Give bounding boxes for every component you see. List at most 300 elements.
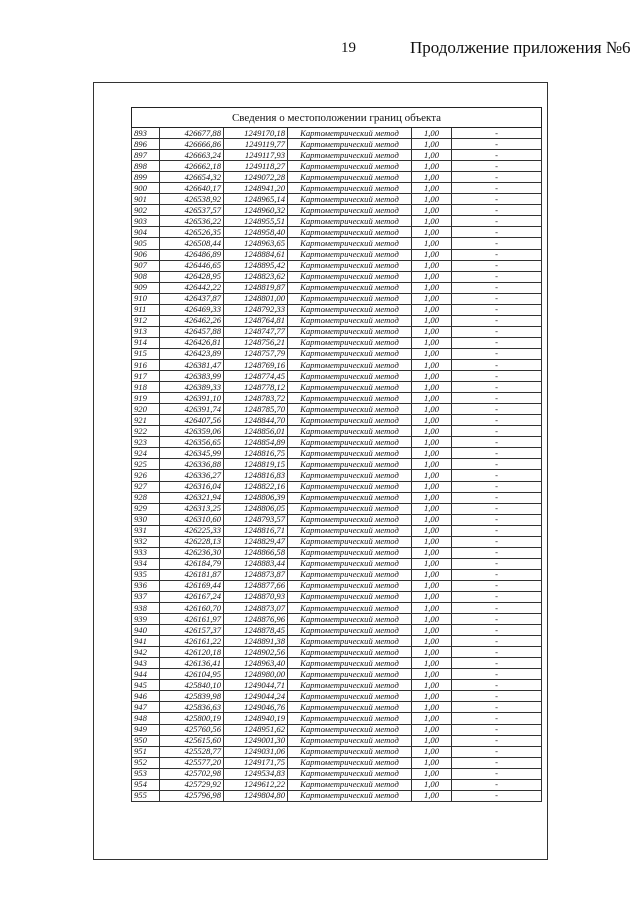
point-number: 955: [132, 790, 160, 801]
determination-method: Картометрический метод: [288, 282, 412, 293]
table-row: [132, 293, 542, 304]
y-coordinate: 1248940,19: [224, 713, 288, 724]
determination-method: Картометрический метод: [288, 359, 412, 370]
table-row: [132, 238, 542, 249]
determination-method: Картометрический метод: [288, 260, 412, 271]
x-coordinate: 426136,41: [160, 658, 224, 669]
description: -: [452, 382, 542, 393]
y-coordinate: 1248895,42: [224, 260, 288, 271]
determination-method: Картометрический метод: [288, 404, 412, 415]
description: -: [452, 470, 542, 481]
determination-method: Картометрический метод: [288, 591, 412, 602]
point-number: 922: [132, 426, 160, 437]
x-coordinate: 426161,97: [160, 614, 224, 625]
point-number: 905: [132, 238, 160, 249]
table-row: [132, 249, 542, 260]
description: -: [452, 359, 542, 370]
x-coordinate: 425577,20: [160, 757, 224, 768]
accuracy: 1,00: [412, 183, 452, 194]
table-row: [132, 448, 542, 459]
determination-method: Картометрический метод: [288, 647, 412, 658]
accuracy: 1,00: [412, 393, 452, 404]
determination-method: Картометрический метод: [288, 724, 412, 735]
y-coordinate: 1248783,72: [224, 393, 288, 404]
y-coordinate: 1248844,70: [224, 415, 288, 426]
description: -: [452, 680, 542, 691]
point-number: 928: [132, 492, 160, 503]
table-row: [132, 470, 542, 481]
table-row: [132, 128, 542, 139]
point-number: 912: [132, 315, 160, 326]
determination-method: Картометрический метод: [288, 779, 412, 790]
y-coordinate: 1248965,14: [224, 194, 288, 205]
table-row: [132, 282, 542, 293]
determination-method: Картометрический метод: [288, 437, 412, 448]
x-coordinate: 426389,33: [160, 382, 224, 393]
table-row: [132, 161, 542, 172]
accuracy: 1,00: [412, 172, 452, 183]
description: -: [452, 757, 542, 768]
description: -: [452, 426, 542, 437]
x-coordinate: 426442,22: [160, 282, 224, 293]
y-coordinate: 1248856,01: [224, 426, 288, 437]
accuracy: 1,00: [412, 337, 452, 348]
determination-method: Картометрический метод: [288, 536, 412, 547]
accuracy: 1,00: [412, 503, 452, 514]
accuracy: 1,00: [412, 348, 452, 359]
determination-method: Картометрический метод: [288, 669, 412, 680]
x-coordinate: 426666,86: [160, 139, 224, 150]
point-number: 900: [132, 183, 160, 194]
accuracy: 1,00: [412, 614, 452, 625]
x-coordinate: 426537,57: [160, 205, 224, 216]
accuracy: 1,00: [412, 249, 452, 260]
point-number: 933: [132, 547, 160, 558]
table-row: [132, 658, 542, 669]
description: -: [452, 492, 542, 503]
y-coordinate: 1249031,06: [224, 746, 288, 757]
point-number: 953: [132, 768, 160, 779]
x-coordinate: 426677,88: [160, 128, 224, 139]
description: -: [452, 371, 542, 382]
x-coordinate: 425800,19: [160, 713, 224, 724]
point-number: 948: [132, 713, 160, 724]
determination-method: Картометрический метод: [288, 481, 412, 492]
point-number: 942: [132, 647, 160, 658]
accuracy: 1,00: [412, 359, 452, 370]
description: -: [452, 591, 542, 602]
table-row: [132, 216, 542, 227]
x-coordinate: 426437,87: [160, 293, 224, 304]
table-row: [132, 172, 542, 183]
table-row: [132, 304, 542, 315]
description: -: [452, 503, 542, 514]
description: -: [452, 669, 542, 680]
table-row: [132, 415, 542, 426]
table-row: [132, 558, 542, 569]
x-coordinate: 426486,89: [160, 249, 224, 260]
table-row: [132, 260, 542, 271]
point-number: 930: [132, 514, 160, 525]
point-number: 911: [132, 304, 160, 315]
accuracy: 1,00: [412, 790, 452, 801]
determination-method: Картометрический метод: [288, 227, 412, 238]
x-coordinate: 426313,25: [160, 503, 224, 514]
point-number: 927: [132, 481, 160, 492]
point-number: 893: [132, 128, 160, 139]
x-coordinate: 426120,18: [160, 647, 224, 658]
x-coordinate: 426469,33: [160, 304, 224, 315]
y-coordinate: 1249170,18: [224, 128, 288, 139]
point-number: 934: [132, 558, 160, 569]
accuracy: 1,00: [412, 580, 452, 591]
y-coordinate: 1248785,70: [224, 404, 288, 415]
description: -: [452, 293, 542, 304]
description: -: [452, 558, 542, 569]
table-row: [132, 680, 542, 691]
accuracy: 1,00: [412, 636, 452, 647]
accuracy: 1,00: [412, 216, 452, 227]
y-coordinate: 1248757,79: [224, 348, 288, 359]
x-coordinate: 425796,98: [160, 790, 224, 801]
x-coordinate: 425702,98: [160, 768, 224, 779]
point-number: 897: [132, 150, 160, 161]
table-row: [132, 393, 542, 404]
determination-method: Картометрический метод: [288, 183, 412, 194]
description: -: [452, 514, 542, 525]
table-row: [132, 757, 542, 768]
table-row: [132, 326, 542, 337]
accuracy: 1,00: [412, 625, 452, 636]
table-row: [132, 514, 542, 525]
accuracy: 1,00: [412, 238, 452, 249]
description: -: [452, 249, 542, 260]
x-coordinate: 426359,06: [160, 426, 224, 437]
table-row: [132, 525, 542, 536]
point-number: 950: [132, 735, 160, 746]
table-row: [132, 625, 542, 636]
y-coordinate: 1248819,87: [224, 282, 288, 293]
y-coordinate: 1248873,87: [224, 569, 288, 580]
x-coordinate: 425760,56: [160, 724, 224, 735]
y-coordinate: 1248764,81: [224, 315, 288, 326]
table-row: [132, 746, 542, 757]
description: -: [452, 536, 542, 547]
x-coordinate: 425528,77: [160, 746, 224, 757]
determination-method: Картометрический метод: [288, 735, 412, 746]
y-coordinate: 1248955,51: [224, 216, 288, 227]
x-coordinate: 425729,92: [160, 779, 224, 790]
accuracy: 1,00: [412, 569, 452, 580]
description: -: [452, 304, 542, 315]
y-coordinate: 1248819,15: [224, 459, 288, 470]
accuracy: 1,00: [412, 470, 452, 481]
y-coordinate: 1248793,57: [224, 514, 288, 525]
y-coordinate: 1248884,61: [224, 249, 288, 260]
x-coordinate: 425615,60: [160, 735, 224, 746]
description: -: [452, 315, 542, 326]
accuracy: 1,00: [412, 768, 452, 779]
x-coordinate: 426407,56: [160, 415, 224, 426]
determination-method: Картометрический метод: [288, 470, 412, 481]
description: -: [452, 282, 542, 293]
accuracy: 1,00: [412, 558, 452, 569]
description: -: [452, 790, 542, 801]
accuracy: 1,00: [412, 713, 452, 724]
table-row: [132, 348, 542, 359]
y-coordinate: 1248816,83: [224, 470, 288, 481]
point-number: 947: [132, 702, 160, 713]
accuracy: 1,00: [412, 603, 452, 614]
point-number: 903: [132, 216, 160, 227]
table-row: [132, 702, 542, 713]
y-coordinate: 1248902,56: [224, 647, 288, 658]
table-row: [132, 735, 542, 746]
table-row: [132, 536, 542, 547]
description: -: [452, 238, 542, 249]
y-coordinate: 1248866,58: [224, 547, 288, 558]
table-row: [132, 647, 542, 658]
description: -: [452, 415, 542, 426]
y-coordinate: 1248778,12: [224, 382, 288, 393]
determination-method: Картометрический метод: [288, 194, 412, 205]
table-row: [132, 437, 542, 448]
determination-method: Картометрический метод: [288, 658, 412, 669]
point-number: 946: [132, 691, 160, 702]
description: -: [452, 768, 542, 779]
table-row: [132, 481, 542, 492]
y-coordinate: 1249804,80: [224, 790, 288, 801]
description: -: [452, 348, 542, 359]
y-coordinate: 1248878,45: [224, 625, 288, 636]
determination-method: Картометрический метод: [288, 315, 412, 326]
y-coordinate: 1248877,66: [224, 580, 288, 591]
point-number: 920: [132, 404, 160, 415]
accuracy: 1,00: [412, 525, 452, 536]
description: -: [452, 636, 542, 647]
y-coordinate: 1248963,40: [224, 658, 288, 669]
x-coordinate: 425839,98: [160, 691, 224, 702]
determination-method: Картометрический метод: [288, 326, 412, 337]
determination-method: Картометрический метод: [288, 139, 412, 150]
y-coordinate: 1248963,65: [224, 238, 288, 249]
table-row: [132, 790, 542, 801]
description: -: [452, 260, 542, 271]
x-coordinate: 426184,79: [160, 558, 224, 569]
y-coordinate: 1248816,71: [224, 525, 288, 536]
table-body: [132, 128, 542, 802]
y-coordinate: 1249117,93: [224, 150, 288, 161]
description: -: [452, 150, 542, 161]
description: -: [452, 625, 542, 636]
table-row: [132, 426, 542, 437]
y-coordinate: 1248854,89: [224, 437, 288, 448]
y-coordinate: 1248891,38: [224, 636, 288, 647]
accuracy: 1,00: [412, 735, 452, 746]
accuracy: 1,00: [412, 426, 452, 437]
table-row: [132, 779, 542, 790]
table-row: [132, 768, 542, 779]
x-coordinate: 426169,44: [160, 580, 224, 591]
x-coordinate: 426161,22: [160, 636, 224, 647]
accuracy: 1,00: [412, 746, 452, 757]
description: -: [452, 691, 542, 702]
boundary-coordinates-table: [131, 107, 542, 802]
accuracy: 1,00: [412, 702, 452, 713]
determination-method: Картометрический метод: [288, 558, 412, 569]
point-number: 914: [132, 337, 160, 348]
point-number: 932: [132, 536, 160, 547]
description: -: [452, 326, 542, 337]
determination-method: Картометрический метод: [288, 293, 412, 304]
table-title: Сведения о местоположении границ объекта: [132, 108, 542, 128]
accuracy: 1,00: [412, 547, 452, 558]
accuracy: 1,00: [412, 371, 452, 382]
x-coordinate: 426167,24: [160, 591, 224, 602]
table-row: [132, 359, 542, 370]
accuracy: 1,00: [412, 669, 452, 680]
table-row: [132, 337, 542, 348]
accuracy: 1,00: [412, 591, 452, 602]
y-coordinate: 1249044,71: [224, 680, 288, 691]
point-number: 939: [132, 614, 160, 625]
x-coordinate: 426446,65: [160, 260, 224, 271]
x-coordinate: 426457,88: [160, 326, 224, 337]
appendix-header: Продолжение приложения №6: [410, 38, 631, 57]
determination-method: Картометрический метод: [288, 238, 412, 249]
point-number: 931: [132, 525, 160, 536]
determination-method: Картометрический метод: [288, 503, 412, 514]
determination-method: Картометрический метод: [288, 371, 412, 382]
determination-method: Картометрический метод: [288, 128, 412, 139]
point-number: 919: [132, 393, 160, 404]
description: -: [452, 702, 542, 713]
x-coordinate: 426316,04: [160, 481, 224, 492]
determination-method: Картометрический метод: [288, 492, 412, 503]
description: -: [452, 459, 542, 470]
accuracy: 1,00: [412, 437, 452, 448]
page-number: 19: [341, 40, 356, 56]
accuracy: 1,00: [412, 536, 452, 547]
description: -: [452, 161, 542, 172]
y-coordinate: 1248823,62: [224, 271, 288, 282]
accuracy: 1,00: [412, 382, 452, 393]
y-coordinate: 1248883,44: [224, 558, 288, 569]
point-number: 915: [132, 348, 160, 359]
description: -: [452, 481, 542, 492]
point-number: 952: [132, 757, 160, 768]
accuracy: 1,00: [412, 293, 452, 304]
determination-method: Картометрический метод: [288, 691, 412, 702]
x-coordinate: 426310,60: [160, 514, 224, 525]
point-number: 906: [132, 249, 160, 260]
determination-method: Картометрический метод: [288, 426, 412, 437]
table-row: [132, 503, 542, 514]
point-number: 910: [132, 293, 160, 304]
determination-method: Картометрический метод: [288, 348, 412, 359]
determination-method: Картометрический метод: [288, 161, 412, 172]
x-coordinate: 426225,33: [160, 525, 224, 536]
x-coordinate: 426526,35: [160, 227, 224, 238]
table-row: [132, 691, 542, 702]
table-row: [132, 315, 542, 326]
y-coordinate: 1249001,30: [224, 735, 288, 746]
y-coordinate: 1248980,00: [224, 669, 288, 680]
table-row: [132, 382, 542, 393]
table-row: [132, 183, 542, 194]
y-coordinate: 1248870,93: [224, 591, 288, 602]
point-number: 940: [132, 625, 160, 636]
point-number: 907: [132, 260, 160, 271]
accuracy: 1,00: [412, 139, 452, 150]
x-coordinate: 426508,44: [160, 238, 224, 249]
description: -: [452, 735, 542, 746]
x-coordinate: 426321,94: [160, 492, 224, 503]
description: -: [452, 227, 542, 238]
accuracy: 1,00: [412, 205, 452, 216]
determination-method: Картометрический метод: [288, 216, 412, 227]
accuracy: 1,00: [412, 779, 452, 790]
determination-method: Картометрический метод: [288, 746, 412, 757]
y-coordinate: 1248801,00: [224, 293, 288, 304]
point-number: 937: [132, 591, 160, 602]
y-coordinate: 1248829,47: [224, 536, 288, 547]
point-number: 936: [132, 580, 160, 591]
point-number: 925: [132, 459, 160, 470]
point-number: 896: [132, 139, 160, 150]
description: -: [452, 139, 542, 150]
accuracy: 1,00: [412, 680, 452, 691]
accuracy: 1,00: [412, 459, 452, 470]
y-coordinate: 1248876,96: [224, 614, 288, 625]
determination-method: Картометрический метод: [288, 448, 412, 459]
determination-method: Картометрический метод: [288, 249, 412, 260]
determination-method: Картометрический метод: [288, 768, 412, 779]
accuracy: 1,00: [412, 757, 452, 768]
y-coordinate: 1249534,83: [224, 768, 288, 779]
x-coordinate: 426383,99: [160, 371, 224, 382]
determination-method: Картометрический метод: [288, 459, 412, 470]
accuracy: 1,00: [412, 161, 452, 172]
accuracy: 1,00: [412, 260, 452, 271]
x-coordinate: 426336,27: [160, 470, 224, 481]
accuracy: 1,00: [412, 415, 452, 426]
x-coordinate: 426462,26: [160, 315, 224, 326]
table-row: [132, 227, 542, 238]
y-coordinate: 1248747,77: [224, 326, 288, 337]
x-coordinate: 426356,65: [160, 437, 224, 448]
x-coordinate: 426228,13: [160, 536, 224, 547]
point-number: 913: [132, 326, 160, 337]
table-row: [132, 194, 542, 205]
accuracy: 1,00: [412, 194, 452, 205]
description: -: [452, 779, 542, 790]
determination-method: Картометрический метод: [288, 337, 412, 348]
y-coordinate: 1248822,16: [224, 481, 288, 492]
accuracy: 1,00: [412, 481, 452, 492]
determination-method: Картометрический метод: [288, 525, 412, 536]
y-coordinate: 1248960,32: [224, 205, 288, 216]
table-row: [132, 580, 542, 591]
determination-method: Картометрический метод: [288, 680, 412, 691]
description: -: [452, 271, 542, 282]
determination-method: Картометрический метод: [288, 636, 412, 647]
accuracy: 1,00: [412, 448, 452, 459]
point-number: 929: [132, 503, 160, 514]
point-number: 941: [132, 636, 160, 647]
description: -: [452, 448, 542, 459]
x-coordinate: 426654,32: [160, 172, 224, 183]
